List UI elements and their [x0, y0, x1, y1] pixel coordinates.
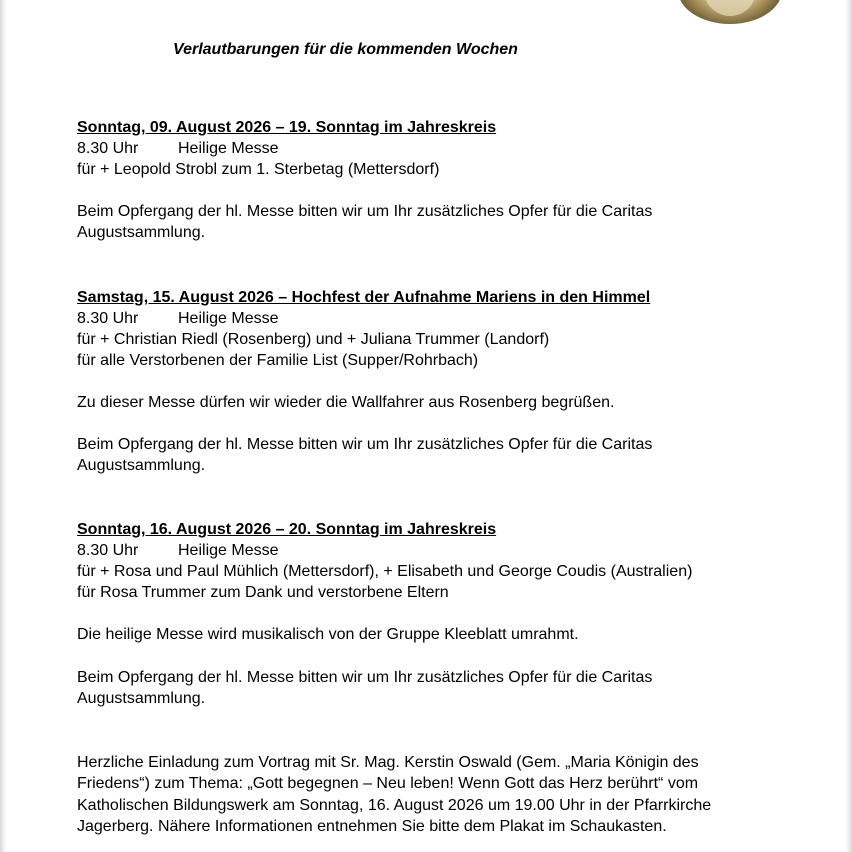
section-3-heading: Sonntag, 16. August 2026 – 20. Sonntag im Jahreskreis	[77, 521, 497, 538]
section-1-mass-line	[77, 138, 278, 159]
invitation-line-1: Herzliche Einladung zum Vortrag mit Sr. Mag. Kerstin Oswald (Gem. „Maria Königin des	[77, 754, 699, 771]
section-3-time: 8.30 Uhr	[77, 542, 139, 559]
section-3-mass-line	[77, 540, 278, 561]
section-2-intention-2: für alle Verstorbenen der Familie List (Supper/Rohrbach)	[77, 352, 479, 369]
section-1-note-1-line-2: Augustsammlung.	[77, 224, 206, 241]
section-2-mass-line	[77, 308, 278, 329]
section-1-event: Heilige Messe	[178, 140, 279, 157]
section-1-note-1-line-1: Beim Opfergang der hl. Messe bitten wir um Ihr zusätzliches Opfer für die Caritas	[77, 203, 653, 220]
section-3-note-2-line-2: Augustsammlung.	[77, 690, 206, 707]
section-1-intention-1: für + Leopold Strobl zum 1. Sterbetag (Mettersdorf)	[77, 161, 440, 178]
document-title: Verlautbarungen für die kommenden Wochen	[173, 41, 518, 58]
section-3-event: Heilige Messe	[178, 542, 279, 559]
section-2-note-1: Zu dieser Messe dürfen wir wieder die Wallfahrer aus Rosenberg begrüßen.	[77, 394, 615, 411]
invitation-line-2: Friedens“) zum Thema: „Gott begegnen – Neu leben! Wenn Gott das Herz berührt“ vom	[77, 775, 699, 792]
parish-logo-fragment	[678, 0, 782, 24]
logo-inner-shape	[704, 0, 756, 16]
page-edge-left	[0, 0, 7, 852]
page-edge-right	[845, 0, 852, 852]
section-2-heading: Samstag, 15. August 2026 – Hochfest der Aufnahme Mariens in den Himmel	[77, 289, 651, 306]
invitation-line-3: Katholischen Bildungswerk am Sonntag, 16. August 2026 um 19.00 Uhr in der Pfarrkirche	[77, 797, 712, 814]
section-1-heading: Sonntag, 09. August 2026 – 19. Sonntag im Jahreskreis	[77, 119, 497, 136]
section-2-intention-1: für + Christian Riedl (Rosenberg) und + Juliana Trummer (Landorf)	[77, 331, 550, 348]
invitation-line-4: Jagerberg. Nähere Informationen entnehmen Sie bitte dem Plakat im Schaukasten.	[77, 818, 667, 835]
section-2-note-2-line-1: Beim Opfergang der hl. Messe bitten wir um Ihr zusätzliches Opfer für die Caritas	[77, 436, 653, 453]
section-2-event: Heilige Messe	[178, 310, 279, 327]
section-2-note-2-line-2: Augustsammlung.	[77, 457, 206, 474]
section-3-intention-2: für Rosa Trummer zum Dank und verstorbene Eltern	[77, 584, 449, 601]
section-1-time: 8.30 Uhr	[77, 140, 139, 157]
section-3-note-1: Die heilige Messe wird musikalisch von der Gruppe Kleeblatt umrahmt.	[77, 626, 579, 643]
section-3-note-2-line-1: Beim Opfergang der hl. Messe bitten wir um Ihr zusätzliches Opfer für die Caritas	[77, 669, 653, 686]
section-2-time: 8.30 Uhr	[77, 310, 139, 327]
section-3-intention-1: für + Rosa und Paul Mühlich (Mettersdorf), + Elisabeth und George Coudis (Australien)	[77, 563, 693, 580]
